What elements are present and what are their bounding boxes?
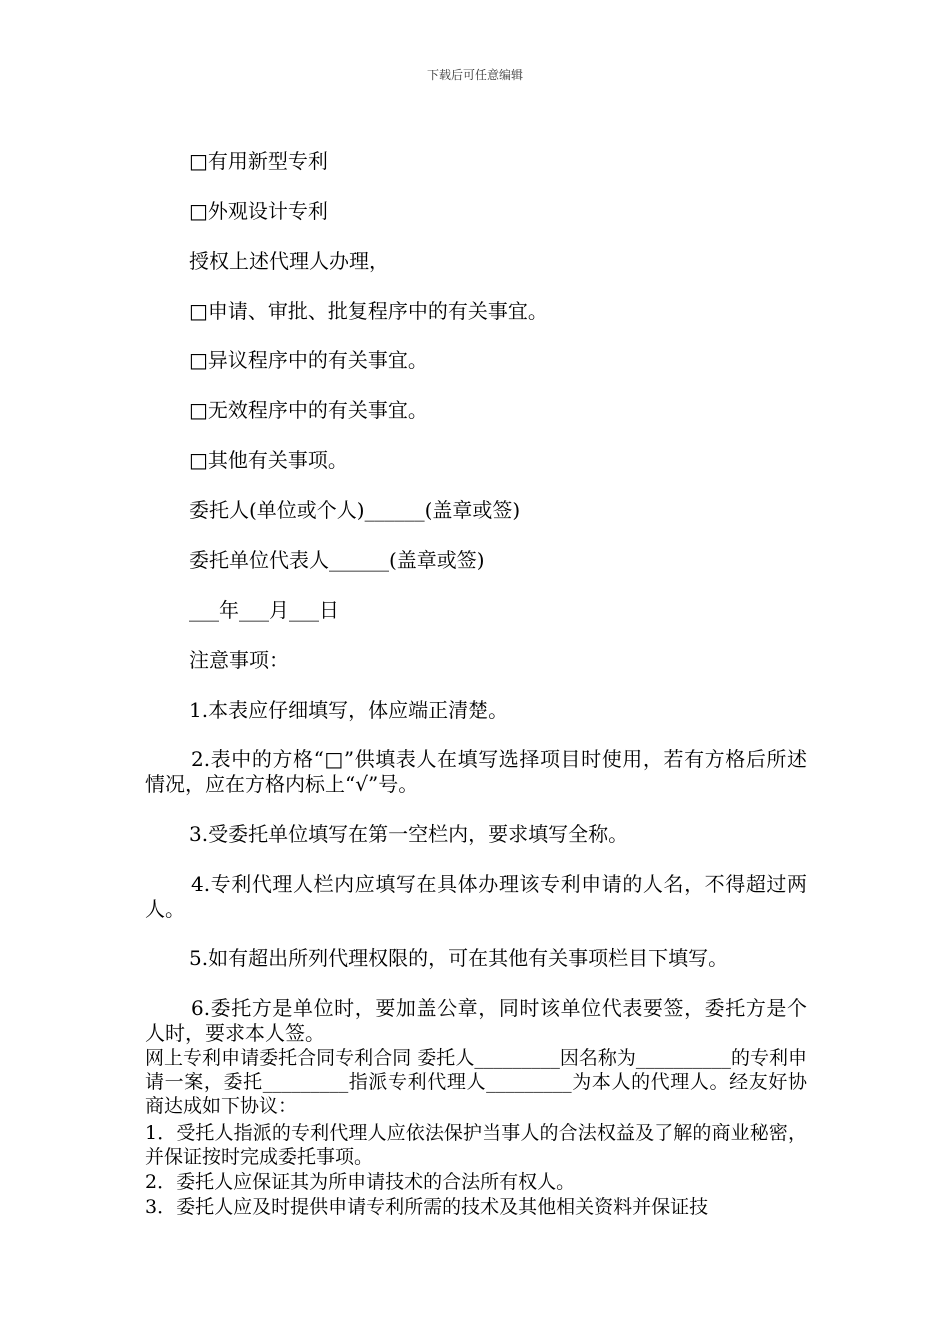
date-line: ___年___月___日 — [189, 598, 339, 622]
item-objection-matters: □异议程序中的有关事宜。 — [189, 348, 428, 372]
note-item: 3.受委托单位填写在第一空栏内，要求填写全称。 — [189, 822, 629, 846]
contract-intro: 网上专利申请委托合同专利合同 委托人_________因名称为__________的专利申请一案，委托_________指派专利代理人_________为本人的代理人。经友好协商达成如下协议： — [145, 1047, 807, 1117]
representative-signature-line: 委托单位代表人______(盖章或签) — [189, 548, 485, 572]
note-item: 4.专利代理人栏内应填写在具体办理该专利申请的人名，不得超过两人。 — [145, 872, 807, 921]
item-invalidation-matters: □无效程序中的有关事宜。 — [189, 398, 428, 422]
note-item: 1.本表应仔细填写，体应端正清楚。 — [189, 698, 509, 722]
note-item: 6.委托方是单位时，要加盖公章，同时该单位代表要签，委托方是个人时，要求本人签。 — [145, 996, 807, 1045]
item-other-matters: □其他有关事项。 — [189, 448, 348, 472]
notes-heading: 注意事项： — [189, 648, 289, 672]
client-signature-line: 委托人(单位或个人)______(盖章或签) — [189, 498, 521, 522]
contract-clause: 1．受托人指派的专利代理人应依法保护当事人的合法权益及了解的商业秘密，并保证按时完成委托事项。 — [145, 1122, 807, 1168]
item-application-matters: □申请、审批、批复程序中的有关事宜。 — [189, 299, 548, 323]
note-item: 2.表中的方格“□”供填表人在填写选择项目时使用，若有方格后所述情况，应在方格内标上“√”号。 — [145, 747, 807, 796]
item-authorize: 授权上述代理人办理， — [189, 249, 389, 273]
page-header: 下载后可任意编辑 — [426, 68, 523, 82]
contract-clause: 3．委托人应及时提供申请专利所需的技术及其他相关资料并保证技 — [145, 1196, 709, 1218]
contract-clause: 2．委托人应保证其为所申请技术的合法所有权人。 — [145, 1171, 576, 1193]
item-design-patent: □外观设计专利 — [189, 199, 328, 223]
item-utility-model: □有用新型专利 — [189, 149, 328, 173]
note-item: 5.如有超出所列代理权限的，可在其他有关事项栏目下填写。 — [189, 946, 729, 970]
